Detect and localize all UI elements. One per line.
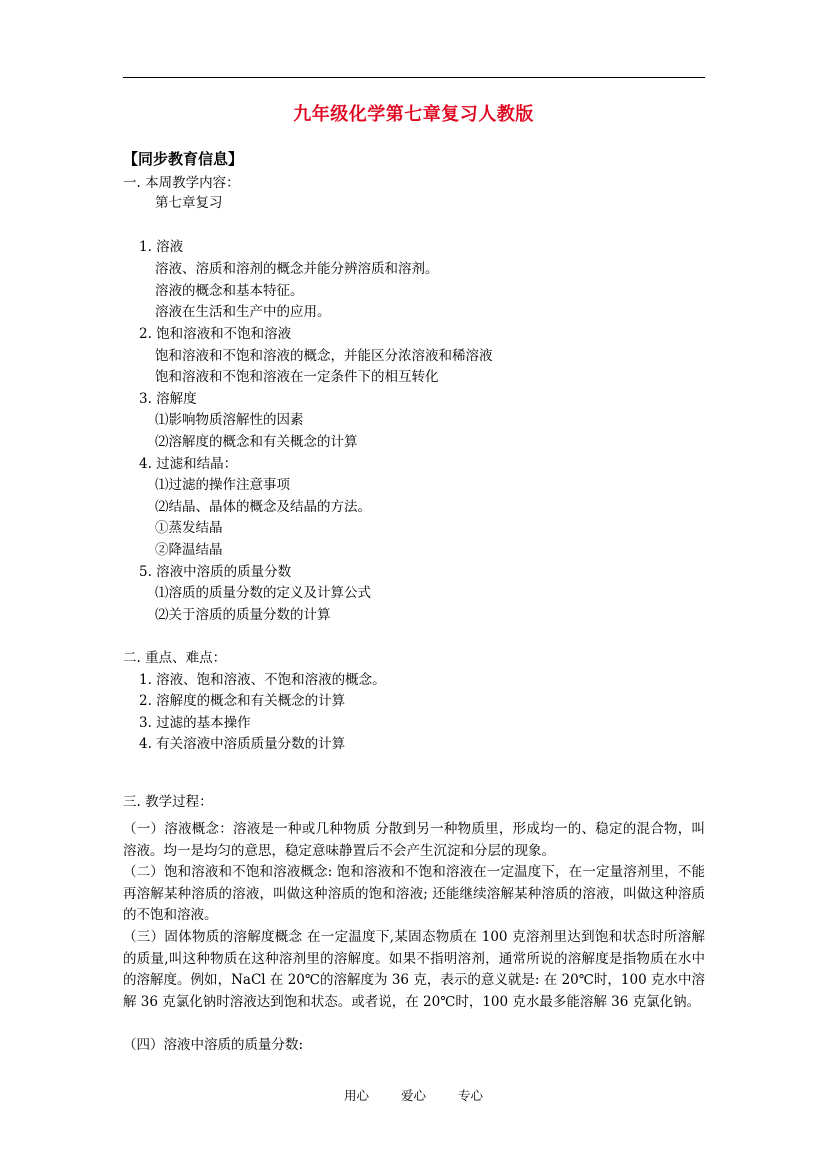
paragraph: （二）饱和溶液和不饱和溶液概念: 饱和溶液和不饱和溶液在一定温度下，在一定量溶剂里，不能再溶解某种溶质的溶液，叫做这种溶质的饱和溶液; 还能继续溶解某种溶质的溶液，叫做这种溶质的不饱和溶液。 xyxy=(123,864,705,923)
list-item-line: 溶液、溶质和溶剂的概念并能分辨溶质和溶剂。 xyxy=(155,261,439,277)
page-title: 九年级化学第七章复习人教版 xyxy=(293,104,534,125)
list-item-label: 2. 饱和溶液和不饱和溶液 xyxy=(139,326,292,342)
list-item-line: ⑴溶质的质量分数的定义及计算公式 xyxy=(155,585,371,601)
part1-subtitle: 第七章复习 xyxy=(155,195,223,211)
part3-heading: 三. 教学过程： xyxy=(123,794,213,810)
list-item-line: ⑵结晶、晶体的概念及结晶的方法。 xyxy=(155,499,371,515)
list-item-line: ⑴过滤的操作注意事项 xyxy=(155,477,290,493)
footer-text: 爱心 xyxy=(400,1088,426,1103)
paragraph: （四）溶液中溶质的质量分数: xyxy=(123,1037,304,1053)
section-heading: 【同步教育信息】 xyxy=(123,150,244,168)
list-item-label: 5. 溶液中溶质的质量分数 xyxy=(139,564,292,580)
footer-text: 专心 xyxy=(457,1088,483,1103)
paragraph: （一）溶液概念：溶液是一种或几种物质 分散到另一种物质里，形成均一的、稳定的混合物，叫溶液。均一是均匀的意思，稳定意味静置后不会产生沉淀和分层的现象。 xyxy=(123,821,705,859)
list-item: 1. 溶液、饱和溶液、不饱和溶液的概念。 xyxy=(139,672,386,688)
list-item-line: ⑵溶解度的概念和有关概念的计算 xyxy=(155,434,358,450)
list-item: 4. 有关溶液中溶质质量分数的计算 xyxy=(139,736,346,752)
list-item-line: 饱和溶液和不饱和溶液的概念，并能区分浓溶液和稀溶液 xyxy=(155,348,493,364)
footer-text: 用心 xyxy=(343,1088,369,1103)
part1-heading: 一. 本周教学内容： xyxy=(123,175,240,191)
list-item-label: 1. 溶液 xyxy=(139,239,184,255)
paragraph: （三）固体物质的溶解度概念 在一定温度下,某固态物质在 100 克溶剂里达到饱和状态时所溶解的质量,叫这种物质在这种溶剂里的溶解度。如果不指明溶剂，通常所说的溶解度是指物质在水中的溶解度。例如，NaCl 在 20℃的溶解度为 36 克，表示的意义就是: 在 20℃时，100 克水中溶解 36 克氯化钠时溶液达到饱和状态。或者说，在 20℃时，100 克水最多能溶解 36 克氯化钠。 xyxy=(123,929,705,1010)
header-rule xyxy=(123,77,705,78)
list-item: 2. 溶解度的概念和有关概念的计算 xyxy=(139,693,346,709)
page-footer xyxy=(0,1086,827,1104)
list-item-line: ⑵关于溶质的质量分数的计算 xyxy=(155,607,331,623)
list-item-label: 3. 溶解度 xyxy=(139,391,197,407)
list-item-line: 溶液的概念和基本特征。 xyxy=(155,283,304,299)
list-item-line: ①蒸发结晶 xyxy=(155,520,223,536)
list-item-line: 溶液在生活和生产中的应用。 xyxy=(155,304,331,320)
list-item-line: 饱和溶液和不饱和溶液在一定条件下的相互转化 xyxy=(155,369,439,385)
list-item-line: ⑴影响物质溶解性的因素 xyxy=(155,412,304,428)
list-item: 3. 过滤的基本操作 xyxy=(139,715,251,731)
list-item-label: 4. 过滤和结晶： xyxy=(139,456,238,472)
list-item-line: ②降温结晶 xyxy=(155,542,223,558)
part2-heading: 二. 重点、难点： xyxy=(123,650,227,666)
